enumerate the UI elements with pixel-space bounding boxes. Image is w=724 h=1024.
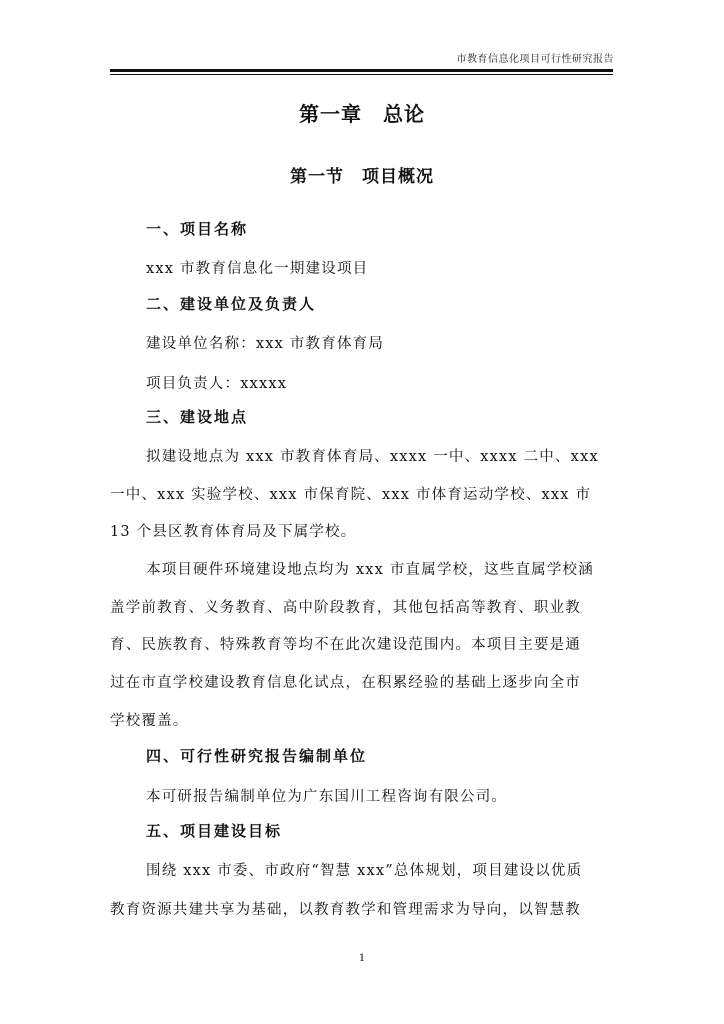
scope-line-5: 学校覆盖。 [110,713,189,729]
heading-location: 三、建设地点 [146,408,249,426]
compiler-text: 本可研报告编制单位为广东国川工程咨询有限公司。 [146,789,508,805]
location-line-3: 13 个县区教育体育局及下属学校。 [110,524,357,540]
project-name-text: xxx 市教育信息化一期建设项目 [146,261,369,277]
scope-line-2: 盖学前教育、义务教育、高中阶段教育，其他包括高等教育、职业教 [110,600,581,616]
section-title: 第一节 项目概况 [290,167,434,187]
header-rule-thick [110,69,613,72]
goal-line-1: 围绕 xxx 市委、市政府“智慧 xxx”总体规划，项目建设以优质 [146,863,583,879]
scope-line-4: 过在市直学校建设教育信息化试点，在积累经验的基础上逐步向全市 [110,675,581,691]
location-line-2: 一中、xxx 实验学校、xxx 市保育院、xxx 市体育运动学校、xxx 市 [110,487,592,503]
scope-line-3: 育、民族教育、特殊教育等均不在此次建设范围内。本项目主要是通 [110,637,581,653]
location-line-1: 拟建设地点为 xxx 市教育体育局、xxxx 一中、xxxx 二中、xxx [146,449,599,465]
goal-line-2: 教育资源共建共享为基础，以教育教学和管理需求为导向，以智慧教 [110,902,581,918]
heading-goal: 五、项目建设目标 [146,822,283,840]
heading-unit-and-person: 二、建设单位及负责人 [146,295,317,313]
heading-compiler: 四、可行性研究报告编制单位 [146,747,368,765]
header-rule-thin [110,74,613,75]
running-header: 市教育信息化项目可行性研究报告 [456,54,614,65]
person-in-charge-text: 项目负责人：xxxxx [146,376,288,392]
page-number: 1 [358,953,366,964]
scope-line-1: 本项目硬件环境建设地点均为 xxx 市直属学校，这些直属学校涵 [146,562,594,578]
heading-project-name: 一、项目名称 [146,220,249,238]
unit-name-text: 建设单位名称：xxx 市教育体育局 [146,336,385,352]
chapter-title: 第一章 总论 [299,102,425,126]
